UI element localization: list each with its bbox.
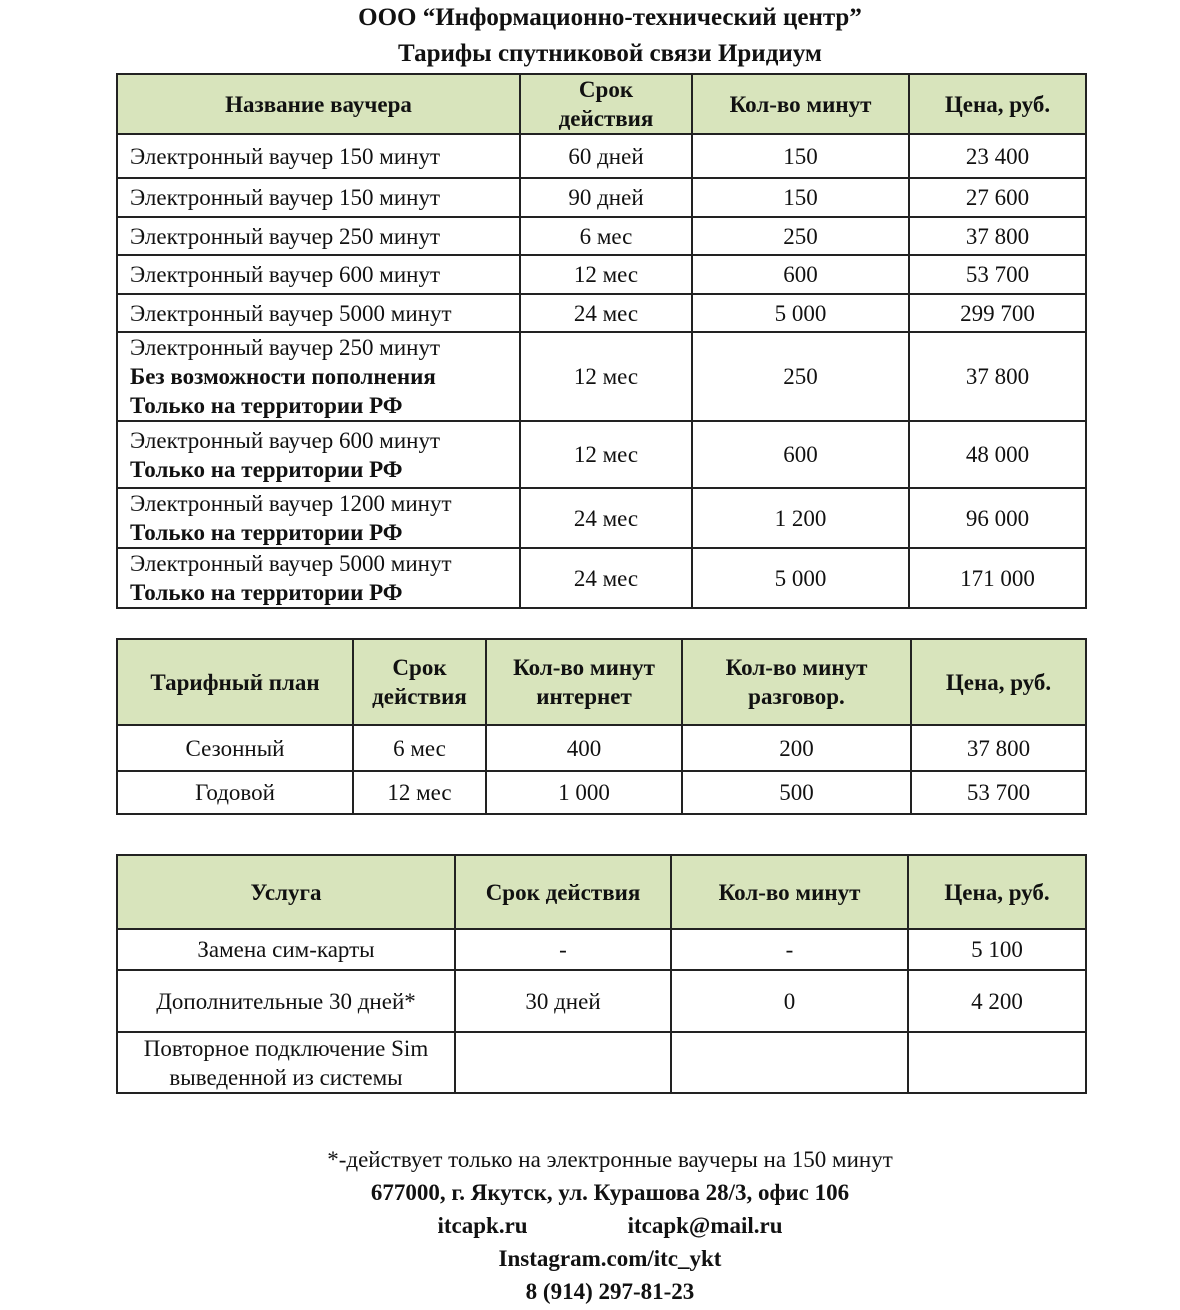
table-row [117, 421, 1086, 488]
header-price: Цена, руб. [908, 855, 1086, 929]
header-term: Срок действия [353, 639, 486, 725]
email-link[interactable]: itcapk@mail.ru [627, 1213, 783, 1238]
table-row [117, 929, 1086, 970]
plan-term: 12 мес [353, 771, 486, 814]
voucher-minutes: 600 [692, 255, 909, 294]
voucher-price: 96 000 [909, 488, 1086, 548]
instagram-link[interactable]: Instagram.com/itc_ykt [498, 1246, 722, 1271]
header-term: Срок действия [520, 74, 692, 134]
voucher-name-text: Электронный ваучер 150 минут [130, 185, 440, 210]
voucher-price: 23 400 [909, 134, 1086, 178]
voucher-minutes: 250 [692, 217, 909, 255]
service-minutes: 0 [671, 970, 908, 1032]
voucher-name-text: Электронный ваучер 5000 минут [130, 551, 452, 576]
header-minutes: Кол-во минут [692, 74, 909, 134]
address: 677000, г. Якутск, ул. Курашова 28/3, офис 106 [370, 1180, 850, 1205]
plan-price: 53 700 [911, 771, 1086, 814]
plan-name: Сезонный [117, 725, 353, 771]
services-header-row [117, 855, 1086, 929]
service-price: 5 100 [908, 929, 1086, 970]
header-price: Цена, руб. [911, 639, 1086, 725]
voucher-restriction: Только на территории РФ [130, 393, 403, 418]
service-term [455, 1032, 671, 1093]
header-term: Срок действия [455, 855, 671, 929]
page-subtitle: Тарифы спутниковой связи Иридиум [398, 40, 822, 67]
voucher-restriction: Только на территории РФ [130, 580, 403, 605]
voucher-name-text: Электронный ваучер 5000 минут [130, 300, 452, 326]
voucher-name-text: Электронный ваучер 600 минут [130, 262, 440, 287]
plan-name: Годовой [117, 771, 353, 814]
website-link[interactable]: itcapk.ru [437, 1213, 528, 1238]
voucher-name-text: Электронный ваучер 250 минут [130, 335, 440, 360]
voucher-name-text: Электронный ваучер 250 минут [130, 223, 440, 249]
plans-table [116, 638, 1087, 815]
service-term: - [455, 929, 671, 970]
header-talk-minutes: Кол-во минут разговор. [682, 639, 911, 725]
table-row [117, 178, 1086, 217]
table-row [117, 725, 1086, 771]
footer [0, 1143, 1180, 1308]
voucher-term: 24 мес [520, 488, 692, 548]
voucher-name [117, 332, 520, 421]
voucher-name [117, 488, 520, 548]
voucher-name [117, 178, 520, 217]
header-plan: Тарифный план [117, 639, 353, 725]
plan-internet: 1 000 [486, 771, 682, 814]
voucher-restriction: Только на территории РФ [130, 520, 403, 545]
company-title: ООО “Информационно-технический центр” [358, 4, 862, 31]
plan-talk: 500 [682, 771, 911, 814]
plan-talk: 200 [682, 725, 911, 771]
voucher-price: 48 000 [909, 421, 1086, 488]
table-row [117, 332, 1086, 421]
voucher-term: 60 дней [520, 134, 692, 178]
header-price: Цена, руб. [909, 74, 1086, 134]
vouchers-header-row [117, 74, 1086, 134]
voucher-minutes: 250 [692, 332, 909, 421]
voucher-price: 171 000 [909, 548, 1086, 608]
voucher-term: 12 мес [520, 332, 692, 421]
header-internet-minutes: Кол-во минут интернет [486, 639, 682, 725]
voucher-term: 24 мес [520, 294, 692, 332]
voucher-price: 53 700 [909, 255, 1086, 294]
header-minutes: Кол-во минут [671, 855, 908, 929]
voucher-name [117, 421, 520, 488]
voucher-minutes: 5 000 [692, 294, 909, 332]
voucher-minutes: 1 200 [692, 488, 909, 548]
voucher-price: 27 600 [909, 178, 1086, 217]
plans-header-row [117, 639, 1086, 725]
service-name: Дополнительные 30 дней* [117, 970, 455, 1032]
table-row [117, 970, 1086, 1032]
voucher-restriction: Без возможности пополнения [130, 364, 436, 389]
voucher-term: 24 мес [520, 548, 692, 608]
contacts-line [0, 1209, 1180, 1242]
phone-number: 8 (914) 297-81-23 [525, 1279, 695, 1304]
table-row [117, 488, 1086, 548]
voucher-minutes: 600 [692, 421, 909, 488]
voucher-price: 299 700 [909, 294, 1086, 332]
voucher-name [117, 255, 520, 294]
service-price: 4 200 [908, 970, 1086, 1032]
plan-internet: 400 [486, 725, 682, 771]
header-voucher-name: Название ваучера [117, 74, 520, 134]
voucher-name [117, 217, 520, 255]
voucher-term: 6 мес [520, 217, 692, 255]
table-row [117, 217, 1086, 255]
table-row [117, 255, 1086, 294]
voucher-restriction: Только на территории РФ [130, 456, 403, 482]
table-row [117, 1032, 1086, 1093]
service-name: Замена сим-карты [117, 929, 455, 970]
service-minutes [671, 1032, 908, 1093]
plan-price: 37 800 [911, 725, 1086, 771]
voucher-term: 12 мес [520, 255, 692, 294]
voucher-name [117, 294, 520, 332]
table-row [117, 294, 1086, 332]
plan-term: 6 мес [353, 725, 486, 771]
service-term: 30 дней [455, 970, 671, 1032]
service-name: Повторное подключение Sim выведенной из системы [117, 1032, 455, 1093]
voucher-price: 37 800 [909, 332, 1086, 421]
voucher-minutes: 5 000 [692, 548, 909, 608]
vouchers-table [116, 73, 1087, 609]
footnote: *-действует только на электронные ваучеры на 150 минут [327, 1147, 893, 1172]
service-minutes: - [671, 929, 908, 970]
voucher-price: 37 800 [909, 217, 1086, 255]
voucher-term: 90 дней [520, 178, 692, 217]
voucher-name [117, 134, 520, 178]
services-table [116, 854, 1087, 1094]
voucher-name-text: Электронный ваучер 150 минут [130, 143, 440, 169]
voucher-name-text: Электронный ваучер 600 минут [130, 427, 440, 453]
service-price [908, 1032, 1086, 1093]
table-row [117, 548, 1086, 608]
voucher-name-text: Электронный ваучер 1200 минут [130, 491, 452, 516]
voucher-minutes: 150 [692, 178, 909, 217]
voucher-minutes: 150 [692, 134, 909, 178]
voucher-name [117, 548, 520, 608]
table-row [117, 771, 1086, 814]
voucher-term: 12 мес [520, 421, 692, 488]
header-service: Услуга [117, 855, 455, 929]
table-row [117, 134, 1086, 178]
